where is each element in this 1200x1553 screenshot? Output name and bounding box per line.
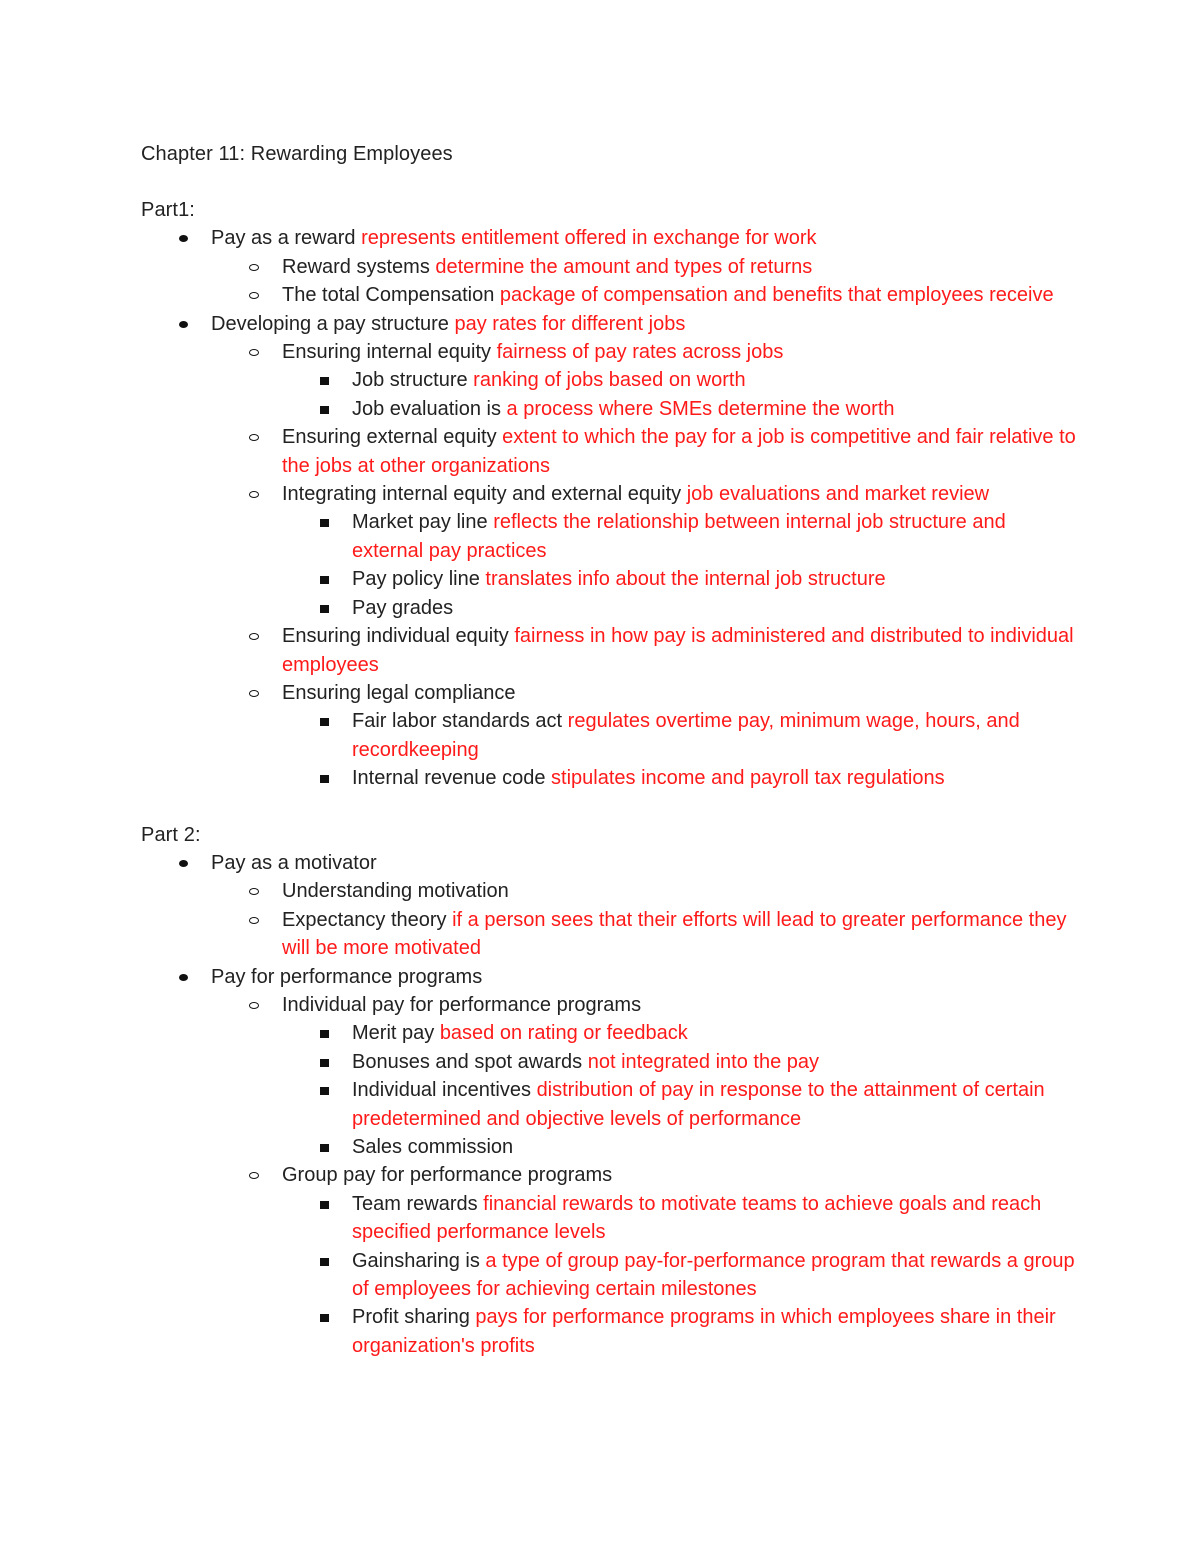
term-text: Pay as a motivator xyxy=(211,851,377,874)
term-text: Job structure xyxy=(352,369,468,392)
square-bullet-icon xyxy=(320,1087,329,1095)
outline-item xyxy=(141,480,1081,508)
outline-item xyxy=(141,906,1081,963)
term-text: Expectancy theory xyxy=(282,908,447,931)
outline-item xyxy=(141,281,1081,309)
hollow-circle-bullet-icon xyxy=(249,633,259,640)
hollow-circle-bullet-icon xyxy=(249,292,259,299)
hollow-circle-bullet-icon xyxy=(249,349,259,356)
outline-item xyxy=(141,253,1081,281)
term-text: Group pay for performance programs xyxy=(282,1164,613,1187)
definition-text: extent to which the pay for a job is competitive and fair relative to the jobs at other organizations xyxy=(282,426,1076,477)
filled-circle-bullet-icon xyxy=(179,860,188,867)
outline-item xyxy=(141,1247,1081,1304)
term-text: Ensuring external equity xyxy=(282,426,497,449)
definition-text: job evaluations and market review xyxy=(686,483,990,506)
hollow-circle-bullet-icon xyxy=(249,917,259,924)
outline-item xyxy=(141,366,1081,394)
square-bullet-icon xyxy=(320,1258,329,1266)
outline-item xyxy=(141,991,1081,1019)
outline-list xyxy=(141,224,1081,792)
term-text: Ensuring individual equity xyxy=(282,625,509,648)
definition-text: if a person sees that their efforts will lead to greater performance they will be more motivated xyxy=(282,908,1067,960)
definition-text: distribution of pay in response to the attainment of certain predetermined and objective levels of performance xyxy=(352,1079,1045,1130)
square-bullet-icon xyxy=(320,576,329,584)
hollow-circle-bullet-icon xyxy=(249,264,259,271)
term-text: Pay grades xyxy=(352,596,454,619)
part-section xyxy=(141,821,1081,1361)
term-text: Individual pay for performance programs xyxy=(282,993,642,1016)
term-text: Sales commission xyxy=(352,1136,514,1158)
filled-circle-bullet-icon xyxy=(179,235,188,242)
definition-text: translates info about the internal job structure xyxy=(485,568,886,591)
term-text: Developing a pay structure xyxy=(211,312,449,335)
outline-item xyxy=(141,849,1081,877)
term-text: The total Compensation xyxy=(282,284,495,307)
hollow-circle-bullet-icon xyxy=(249,888,259,895)
filled-circle-bullet-icon xyxy=(179,974,188,981)
part-heading: Part1: xyxy=(141,199,195,221)
outline-item xyxy=(141,594,1081,622)
square-bullet-icon xyxy=(320,377,329,385)
definition-text: stipulates income and payroll tax regulations xyxy=(551,767,945,790)
square-bullet-icon xyxy=(320,1030,329,1038)
term-text: Integrating internal equity and external equity xyxy=(282,483,682,506)
document-page xyxy=(141,138,1081,1360)
hollow-circle-bullet-icon xyxy=(249,491,259,498)
outline-list xyxy=(141,849,1081,1360)
term-text: Individual incentives xyxy=(352,1079,531,1102)
part-heading: Part 2: xyxy=(141,823,201,846)
outline-item xyxy=(141,1303,1081,1360)
outline-item xyxy=(141,679,1081,707)
term-text: Reward systems xyxy=(282,255,430,278)
definition-text: financial rewards to motivate teams to achieve goals and reach specified performance levels xyxy=(352,1192,1042,1244)
outline-item xyxy=(141,877,1081,905)
square-bullet-icon xyxy=(320,1144,329,1152)
term-text: Ensuring internal equity xyxy=(282,341,492,364)
outline-item xyxy=(141,423,1081,480)
section-spacer xyxy=(141,793,1081,821)
square-bullet-icon xyxy=(320,519,329,527)
outline-item xyxy=(141,622,1081,679)
square-bullet-icon xyxy=(320,775,329,783)
definition-text: represents entitlement offered in exchange for work xyxy=(361,227,817,250)
outline-item xyxy=(141,963,1081,991)
outline-item xyxy=(141,224,1081,252)
term-text: Understanding motivation xyxy=(282,880,509,903)
hollow-circle-bullet-icon xyxy=(249,1172,259,1179)
definition-text: fairness of pay rates across jobs xyxy=(496,341,784,364)
outline-item xyxy=(141,310,1081,338)
term-text: Fair labor standards act xyxy=(352,710,563,733)
outline-item xyxy=(141,1190,1081,1247)
definition-text: fairness in how pay is administered and distributed to individual employees xyxy=(282,625,1074,676)
hollow-circle-bullet-icon xyxy=(249,690,259,697)
outline-item xyxy=(141,1048,1081,1076)
term-text: Team rewards xyxy=(352,1192,478,1215)
term-text: Merit pay xyxy=(352,1022,435,1045)
outline-item xyxy=(141,565,1081,593)
term-text: Ensuring legal compliance xyxy=(282,681,516,704)
outline-item xyxy=(141,764,1081,792)
filled-circle-bullet-icon xyxy=(179,321,188,328)
definition-text: not integrated into the pay xyxy=(587,1050,819,1073)
document-title: Chapter 11: Rewarding Employees xyxy=(141,143,453,165)
outline-item xyxy=(141,338,1081,366)
term-text: Job evaluation is xyxy=(352,397,501,420)
square-bullet-icon xyxy=(320,605,329,613)
definition-text: a process where SMEs determine the worth xyxy=(506,397,895,420)
definition-text: regulates overtime pay, minimum wage, hours, and recordkeeping xyxy=(352,710,1020,761)
part-section xyxy=(141,196,1081,793)
square-bullet-icon xyxy=(320,1201,329,1209)
square-bullet-icon xyxy=(320,1059,329,1067)
term-text: Internal revenue code xyxy=(352,767,546,790)
term-text: Pay for performance programs xyxy=(211,965,483,988)
hollow-circle-bullet-icon xyxy=(249,434,259,441)
square-bullet-icon xyxy=(320,406,329,414)
square-bullet-icon xyxy=(320,718,329,726)
outline-item xyxy=(141,1161,1081,1189)
outline-item xyxy=(141,508,1081,565)
term-text: Pay as a reward xyxy=(211,227,356,250)
outline-item xyxy=(141,395,1081,423)
term-text: Profit sharing xyxy=(352,1306,470,1329)
definition-text: package of compensation and benefits that employees receive xyxy=(499,284,1054,307)
outline-item xyxy=(141,1076,1081,1133)
definition-text: a type of group pay-for-performance program that rewards a group of employees for achieving certain milestones xyxy=(352,1249,1075,1301)
outline-item xyxy=(141,707,1081,764)
definition-text: ranking of jobs based on worth xyxy=(473,369,746,392)
definition-text: based on rating or feedback xyxy=(439,1022,688,1045)
square-bullet-icon xyxy=(320,1314,329,1322)
hollow-circle-bullet-icon xyxy=(249,1002,259,1009)
outline-item xyxy=(141,1133,1081,1161)
term-text: Market pay line xyxy=(352,511,488,534)
definition-text: pay rates for different jobs xyxy=(454,312,686,335)
term-text: Gainsharing is xyxy=(352,1249,480,1272)
definition-text: reflects the relationship between internal job structure and external pay practices xyxy=(352,511,1006,562)
definition-text: pays for performance programs in which employees share in their organization's profits xyxy=(352,1306,1056,1357)
term-text: Bonuses and spot awards xyxy=(352,1050,583,1073)
term-text: Pay policy line xyxy=(352,568,480,591)
outline-item xyxy=(141,1019,1081,1047)
definition-text: determine the amount and types of returns xyxy=(435,255,813,278)
